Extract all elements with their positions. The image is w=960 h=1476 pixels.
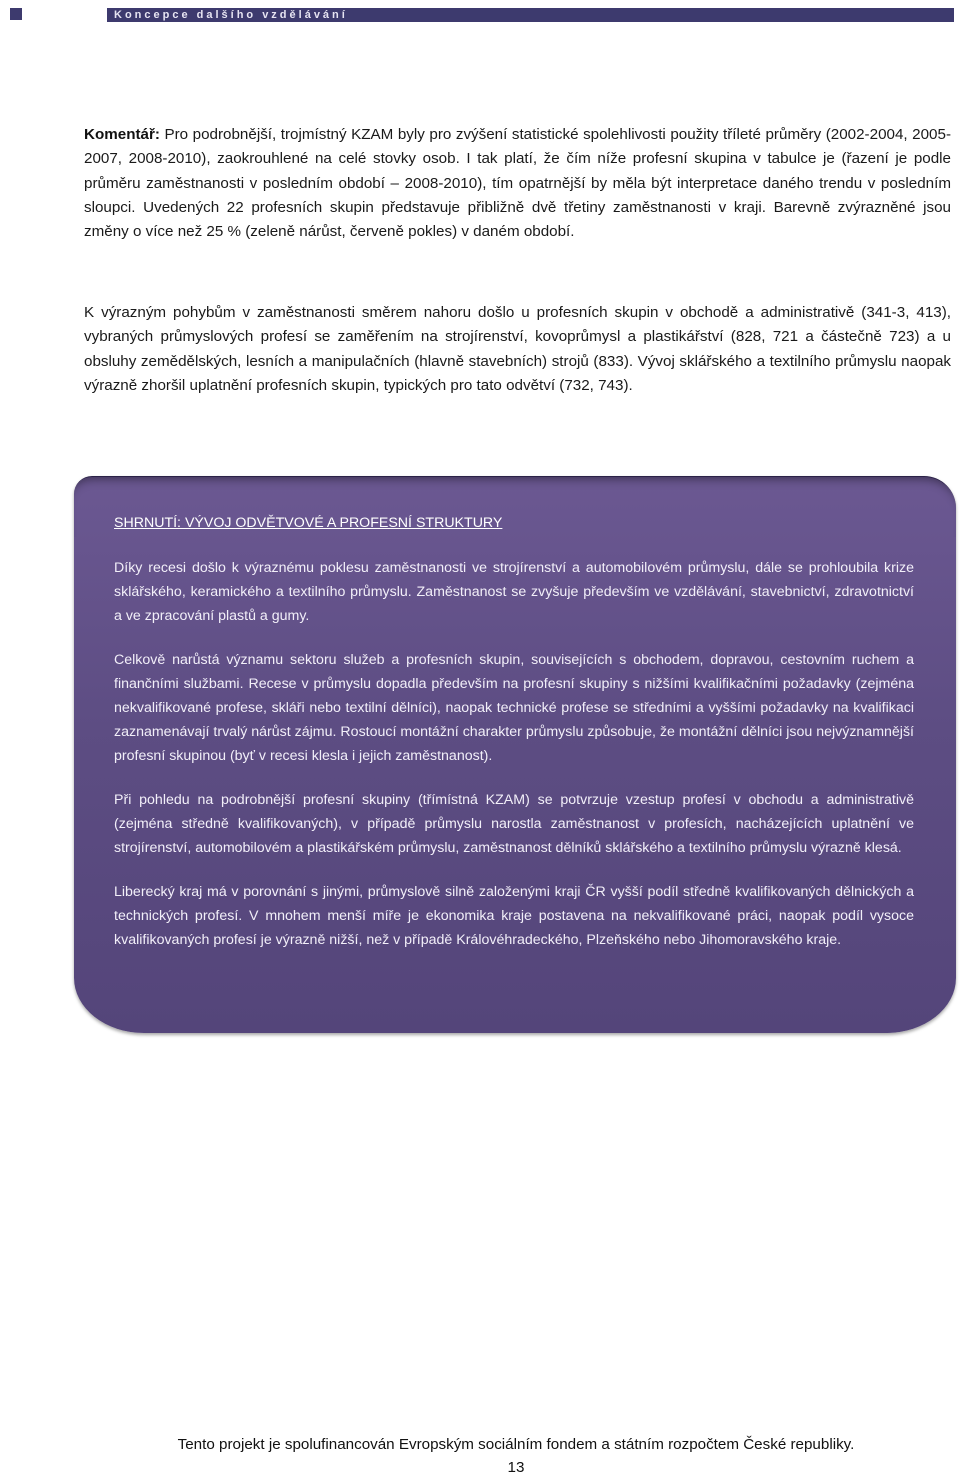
comment-paragraph [84, 123, 951, 244]
page-number: 13 [507, 1459, 525, 1476]
summary-paragraph-4: Liberecký kraj má v porovnání s jinými, průmyslově silně založenými kraji ČR vyšší podíl středně kvalifikovaných dělnických a technických profesí. V mnohem menší míře je ekonomika kraje postavena na nekvalifikované práci, naopak podíl vysoce kvalifikovaných profesí je výrazně nižší, než v případě Královéhradeckého, Plzeňského nebo Jihomoravského kraje. [114, 884, 914, 948]
summary-paragraph-3: Při pohledu na podrobnější profesní skupiny (třímístná KZAM) se potvrzuje vzestup profesí v obchodu a administrativě (zejména středně kvalifikovaných), v případě průmyslu narostla zaměstnanost v profesích, nacházejících uplatnění ve strojírenství, automobilovém a plastikářském průmyslu, zaměstnanost dělníků sklářského a textilního průmyslu výrazně klesá. [114, 792, 914, 856]
comment-label: Komentář: [84, 126, 160, 143]
summary-title: SHRNUTÍ: VÝVOJ ODVĚTVOVÉ A PROFESNÍ STRUKTURY [114, 515, 503, 531]
header-square-marker [10, 8, 22, 20]
summary-paragraph-1: Díky recesi došlo k výraznému poklesu zaměstnanosti ve strojírenství a automobilovém průmyslu, dále se prohloubila krize sklářského, keramického a textilního průmyslu. Zaměstnanost se zvyšuje především ve vzdělávání, stavebnictví, zdravotnictví a ve zpracování plastů a gumy. [114, 560, 914, 624]
summary-box [74, 476, 956, 1033]
running-header: Koncepce dalšího vzdělávání [107, 8, 954, 22]
body-paragraph: K výrazným pohybům v zaměstnanosti směrem nahoru došlo u profesních skupin v obchodě a administrativě (341-3, 413), vybraných průmyslových profesí se zaměřením na strojírenství, kovoprůmysl a plastikářství (828, 721 a částečně 723) a u obsluhy zemědělských, lesních a manipulačních (hlavně stavebních) strojů (833). Vývoj sklářského a textilního průmyslu naopak výrazně zhoršil uplatnění profesních skupin, typických pro tato odvětví (732, 743). [84, 304, 951, 394]
summary-paragraph-2: Celkově narůstá významu sektoru služeb a profesních skupin, souvisejících s obchodem, dopravou, cestovním ruchem a finančními službami. Recese v průmyslu dopadla především na profesní skupiny s nižšími kvalifikačními požadavky (zejména nekvalifikované profese, skláři nebo textilní dělníci), naopak technické profese se středními a vyššími požadavky na kvalifikaci zaznamenávají trvalý nárůst zájmu. Rostoucí montážní charakter průmyslu způsobuje, že montážní dělníci jsou nejvýznamnější profesní skupinou (byť v recesi klesla i jejich zaměstnanost). [114, 652, 914, 764]
comment-text: Pro podrobnější, trojmístný KZAM byly pro zvýšení statistické spolehlivosti použity tříleté průměry (2002-2004, 2005-2007, 2008-2010), zaokrouhlené na celé stovky osob. I tak platí, že čím níže profesní skupina v tabulce je (řazení je podle průměru zaměstnanosti v posledním období – 2008-2010), tím opatrnější by měla být interpretace daného trendu v posledním sloupci. Uvedených 22 profesních skupin představuje přibližně dvě třetiny zaměstnanosti v kraji. Barevně zvýrazněné jsou změny o více než 25 % (zeleně nárůst, červeně pokles) v daném období. [84, 126, 951, 241]
footer-text: Tento projekt je spolufinancován Evropským sociálním fondem a státním rozpočtem České republiky. [177, 1436, 855, 1453]
summary-content [114, 511, 914, 972]
